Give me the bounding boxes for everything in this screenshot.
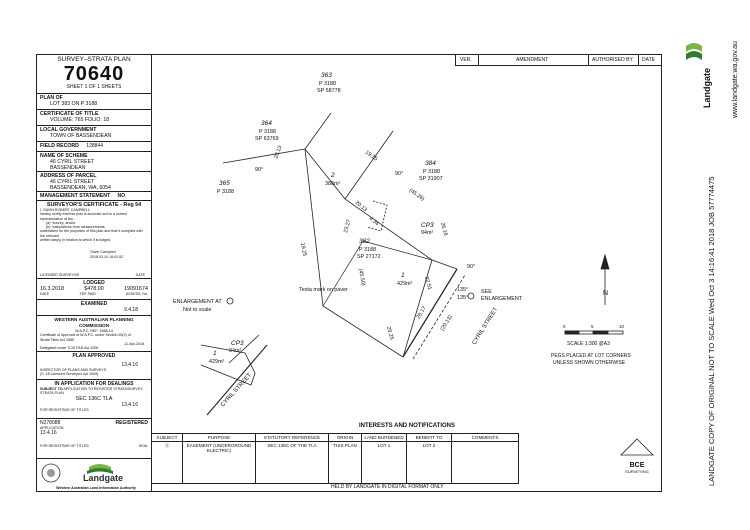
amend-col-ver: VER.: [460, 57, 472, 63]
angle-90-west: 90°: [255, 167, 264, 173]
interests-table: [151, 433, 519, 484]
enlargement-marker: [227, 298, 233, 304]
scale-10: 10: [619, 324, 625, 329]
landgate-logo-text: Landgate: [83, 473, 124, 483]
lot-382: 382: [359, 238, 370, 245]
dim-4526: (45.26): [407, 187, 426, 203]
cyril-street-label: CYRIL STREET: [471, 306, 500, 347]
enl-cyril-street-label: CYRIL STREET: [220, 372, 254, 409]
interests-header-row: [152, 434, 519, 442]
dim-2327: 23.27: [343, 218, 353, 234]
dim-2013-road: (20.13): [439, 314, 454, 333]
approved-date: 13.4.16: [121, 362, 138, 368]
interests-section: [151, 423, 663, 493]
lot-382-p: P 3188: [359, 247, 376, 253]
dealings-date: 13.4.16: [121, 401, 138, 408]
lot-384: 384: [425, 160, 436, 167]
dealings-title: IN APPLICATION FOR DEALINGS: [54, 381, 134, 387]
held-note: HELD BY LANDGATE IN DIGITAL FORMAT ONLY: [331, 484, 444, 490]
wapc-title: WESTERN AUSTRALIAN PLANNING COMMISSION: [54, 317, 134, 328]
enl-cp3-area: 94m²: [229, 348, 242, 354]
texta-note: Texta mark on paver: [299, 287, 348, 293]
surveyor-line6: written law(s) in relation to which it is lodged.: [40, 238, 112, 243]
landgate-block: [37, 459, 151, 493]
lodged-date: 16.3.2018: [40, 286, 64, 292]
col-purpose: PURPOSE: [183, 434, 256, 442]
dim-2616: 26.16: [439, 221, 449, 237]
lot-384-sp: SP 31907: [419, 176, 443, 182]
dim-2617: 26.17: [415, 305, 428, 321]
wapc-line2: Strata Titles Act 1985: [40, 337, 74, 342]
lot-2: 2: [331, 172, 335, 179]
interests-title: INTERESTS AND NOTIFICATIONS: [359, 423, 455, 429]
field-record-label: FIELD RECORD: [40, 143, 79, 149]
plan-number: 70640: [63, 63, 125, 85]
dealings-sec: SEC 136C TLA: [75, 395, 113, 402]
north-label: N: [603, 290, 609, 297]
mgmt-label: MANAGEMENT STATEMENT: [40, 193, 111, 199]
scheme-line1: 46 CYRIL STREET: [50, 159, 95, 165]
parcel-line1: 46 CYRIL STREET: [50, 179, 95, 185]
surveyor-line1: I, GAVIN ROBERT CAMPBELL: [40, 208, 90, 212]
registered-title: REGISTERED: [115, 420, 148, 426]
cell-land-burdened: LOT 1: [362, 442, 407, 484]
lot-365-p: P 3188: [217, 189, 234, 195]
col-statutory: STATUTORY REFERENCE: [256, 434, 329, 442]
plan-sheet: [36, 54, 662, 492]
lodged-fee: $478.00: [84, 286, 104, 292]
title-label: CERTIFICATE OF TITLE: [40, 111, 99, 117]
amend-col-amendment: AMENDMENT: [516, 57, 549, 63]
bce-triangle-icon: [617, 437, 657, 457]
plan-of-value: LOT 383 ON P 3188: [50, 101, 98, 107]
angle-90-east: 90°: [395, 171, 404, 177]
scheme-label: NAME OF SCHEME: [40, 153, 88, 159]
angle-135b: 135°: [457, 295, 469, 301]
surveyor-footer-left: LICENSED SURVEYOR: [40, 272, 80, 277]
wapc-line1: Certificate of Approval of W.A.P.C. under Section 25(2) of: [40, 333, 131, 338]
lot-365: 365: [219, 180, 230, 187]
surveyor-title: SURVEYOR'S CERTIFICATE - Reg 54: [46, 202, 142, 208]
bce-sub: SURVEYING: [625, 469, 649, 474]
surveyor-line5: undertaken for the purposes of this plan and that it complies with the relevant: [40, 229, 143, 238]
lodged-col-fee: FEE PAID: [79, 292, 96, 296]
scale-0: 0: [563, 324, 566, 329]
lot-363-sp: SP 58778: [317, 88, 341, 94]
pegs-note-2: UNLESS SHOWN OTHERWISE: [553, 360, 626, 366]
amend-col-date: DATE: [642, 57, 655, 63]
wapc-delegated: Delegated under S.16 P&D Act 2005: [40, 346, 99, 351]
plan-type: SURVEY–STRATA PLAN: [57, 56, 131, 63]
registered-footer: FOR REGISTRAR OF TITLES: [40, 444, 89, 449]
col-subject: SUBJECT: [152, 434, 183, 442]
enl-cp3-label: CP3: [231, 340, 244, 347]
plan-drawing: [37, 55, 663, 435]
enlargement-sub: Not to scale: [183, 307, 212, 313]
lot-364: 364: [261, 120, 272, 127]
cell-origin: THIS PLAN: [329, 442, 362, 484]
dim-2013b: 20.13: [353, 199, 368, 214]
angle-135: 135°: [457, 287, 469, 293]
lodged-col-date: DATE: [40, 292, 50, 296]
surveyor-footer-right: DATE: [135, 272, 145, 277]
dim-2925: 29.25: [385, 325, 395, 341]
registered-date: 13.4.16: [40, 430, 57, 437]
registered-seal: SEAL: [138, 444, 148, 449]
margin-brand: Landgate: [702, 67, 712, 108]
lot-364-p: P 3188: [259, 129, 276, 135]
surveyor-date: 2018.03.10 18:41:52: [90, 254, 123, 259]
wapc-date: 11-Apr-2018: [124, 341, 144, 346]
approved-line2: (S. 18 Licensed Surveyors Act 1909): [40, 372, 99, 377]
table-row: [152, 442, 519, 484]
dim-1925-west: 19.25: [299, 242, 308, 257]
boundary-363: [305, 113, 331, 149]
lodged-title: LODGED: [83, 280, 105, 286]
col-comments: COMMENTS: [452, 434, 519, 442]
scale-label: SCALE 1:300 @A3: [567, 341, 610, 347]
parcel-label: ADDRESS OF PARCEL: [40, 173, 97, 179]
dealings-subject: APPLICATION TO REGISTER STRATA/SURVEY-STRATA PLAN: [40, 387, 144, 396]
cell-subject: Ⓐ: [152, 442, 183, 484]
lot-364-sp: SP 63769: [255, 136, 279, 142]
enl-lot-1-area: 429m²: [209, 359, 225, 365]
surveyor-line3: (a) *survey; and/or: [46, 220, 76, 225]
dim-2013: 20.13: [273, 144, 284, 160]
see-enlargement-1: SEE: [481, 289, 492, 295]
cell-statutory: SEC 136C OF THE TLA: [256, 442, 329, 484]
dealings-subject-label: SUBJECT TO: [40, 387, 63, 391]
enlargement-label: ENLARGEMENT AT: [173, 299, 222, 305]
registered-number: N278088: [40, 420, 61, 426]
north-arrow-head: [601, 255, 609, 269]
internal-line: [323, 241, 363, 306]
dim-2251: 22.51: [423, 275, 433, 291]
lodged-col-assess: ASSESS. No.: [126, 292, 148, 296]
lodged-assess: 19091674: [124, 286, 148, 292]
lot-2-area: 388m²: [325, 181, 341, 187]
see-enlargement-marker: [468, 293, 474, 299]
col-origin: ORIGIN: [329, 434, 362, 442]
registered-app-label: APPLICATION: [40, 426, 64, 430]
approved-title: PLAN APPROVED: [72, 353, 116, 359]
lot-1: 1: [401, 272, 405, 279]
lot-363-p: P 3188: [319, 81, 336, 87]
scale-5: 5: [591, 324, 594, 329]
enl-lot-1: 1: [213, 350, 217, 357]
mgmt-value: NO: [117, 193, 126, 199]
surveyor-line2: hereby certify that this plan is accurate and is a correct representation of the -: [40, 212, 127, 221]
sheet-count: SHEET 1 OF 1 SHEETS: [66, 84, 122, 90]
amend-col-authorised: AUTHORISED BY: [592, 57, 633, 63]
margin-copy-text: LANDGATE COPY OF ORIGINAL NOT TO SCALE Wed Oct 3 14:16:41 2018 JOB 57774475: [707, 176, 716, 486]
lot-1-area: 429m²: [397, 281, 413, 287]
cell-benefit: LOT 2: [407, 442, 452, 484]
scheme-line2: BASSENDEAN: [50, 165, 86, 171]
angle-90: 90°: [467, 264, 476, 270]
plan-of-label: PLAN OF: [40, 95, 63, 101]
see-enlargement-2: ENLARGEMENT: [481, 296, 523, 302]
margin-site-text: www.landgate.wa.gov.au: [732, 41, 739, 118]
boundary-384a: [345, 131, 393, 199]
lot-363: 363: [321, 72, 332, 79]
surveyor-line4: (b) *calculations from measurements,: [46, 225, 106, 230]
field-record-value: 128844: [86, 143, 103, 149]
cell-comments: [452, 442, 519, 484]
landgate-tagline: Western Australian Land Information Authority: [56, 486, 136, 490]
examined-date: 9.4.18: [124, 307, 138, 313]
boundary-road: [432, 260, 457, 269]
title-value: VOLUME: 765 FOLIO: 18: [50, 117, 110, 123]
col-land-burdened: LAND BURDENED: [362, 434, 407, 442]
cp3-label: CP3: [421, 222, 434, 229]
parcel-line2: BASSENDEAN, WA, 6054: [50, 185, 111, 191]
bce-logo: [617, 437, 657, 474]
local-gov-label: LOCAL GOVERNMENT: [40, 127, 97, 133]
dim-1925-top: 19.25: [363, 149, 379, 163]
lot-382-sp: SP 27172: [357, 254, 381, 260]
dim-4550: (45.50): [357, 268, 366, 287]
examined-title: EXAMINED: [80, 301, 108, 307]
cell-purpose: EASEMENT (UNDERGROUND ELECTRIC): [183, 442, 256, 484]
approved-line1: INSPECTOR OF PLANS AND SURVEYS: [40, 368, 107, 372]
pegs-note-1: PEGS PLACED AT LOT CORNERS: [551, 353, 631, 359]
col-benefit: BENEFIT TO: [407, 434, 452, 442]
surveyor-signer: Gavin Campbell: [90, 250, 116, 255]
wapc-ref: W.A.P.C. REF: 1588-14: [75, 329, 113, 333]
cp3-area: 94m²: [421, 230, 434, 236]
bce-brand: BCE: [629, 462, 645, 469]
dim-434: 4.34: [367, 215, 380, 228]
boundary-364: [223, 149, 305, 163]
dealings-footer: FOR REGISTRAR OF TITLES: [40, 407, 89, 412]
lot-384-p: P 3188: [423, 169, 440, 175]
local-gov-value: TOWN OF BASSENDEAN: [50, 133, 112, 139]
